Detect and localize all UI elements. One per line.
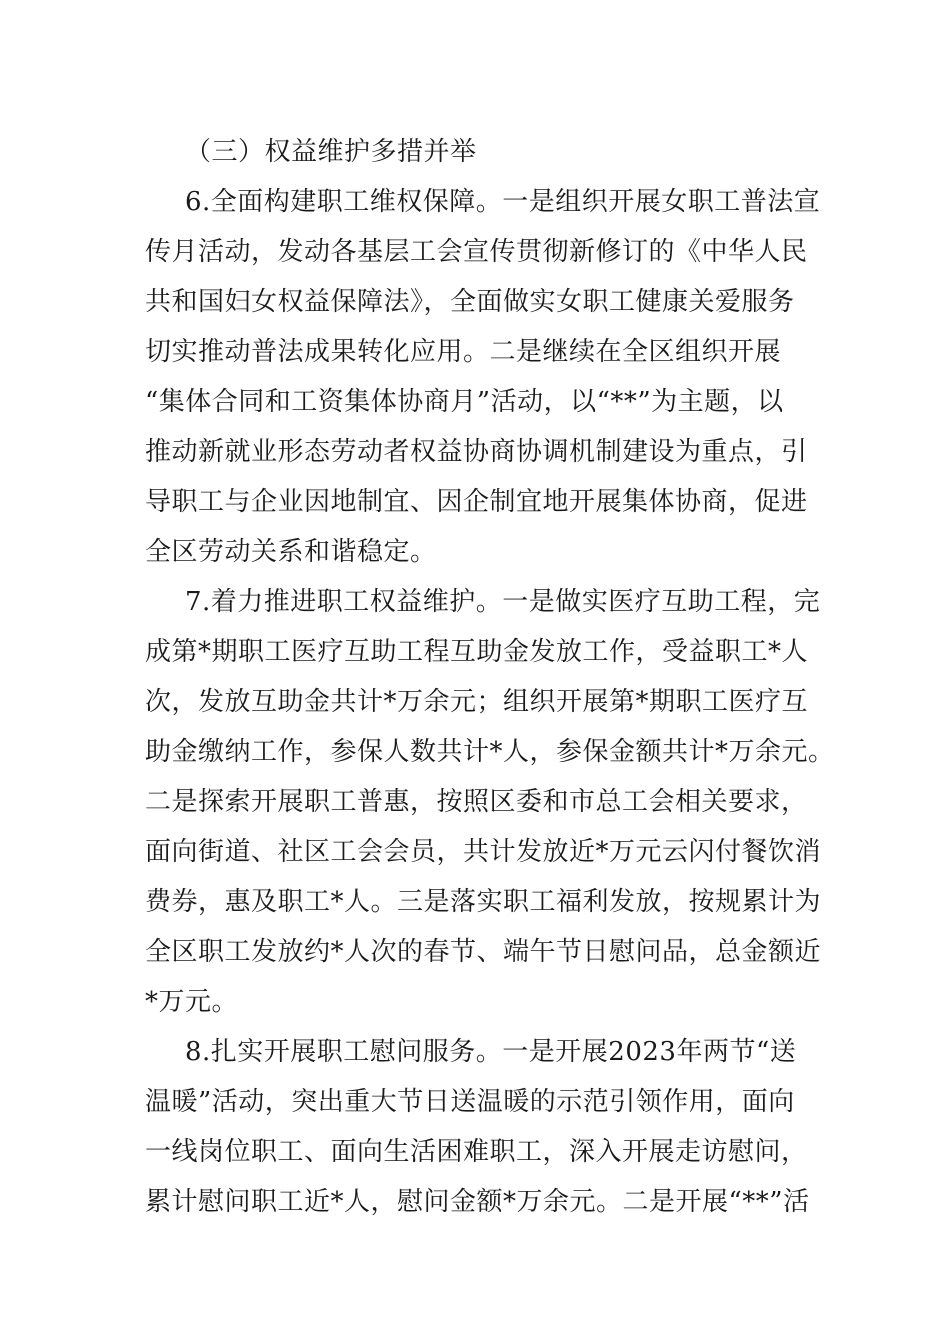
paragraph-8-line: 一线岗位职工、面向生活困难职工，深入开展走访慰问， <box>145 1137 808 1167</box>
paragraph-6-line: “集体合同和工资集体协商月”活动，以“**”为主题，以 <box>145 387 784 417</box>
paragraph-7-line: 助金缴纳工作，参保人数共计*人，参保金额共计*万余元。 <box>145 737 835 767</box>
paragraph-6-line: 推动新就业形态劳动者权益协商协调机制建设为重点，引 <box>145 437 808 467</box>
paragraph-6-line: 导职工与企业因地制宜、因企制宜地开展集体协商，促进 <box>145 487 808 517</box>
paragraph-7-line: 全区职工发放约*人次的春节、端午节日慰问品，总金额近 <box>145 937 822 967</box>
paragraph-7-line: 7.着力推进职工权益维护。一是做实医疗互助工程，完 <box>185 587 821 617</box>
paragraph-7-line: 次，发放互助金共计*万余元；组织开展第*期职工医疗互 <box>145 687 809 717</box>
paragraph-6-line: 传月活动，发动各基层工会宣传贯彻新修订的《中华人民 <box>145 237 808 267</box>
paragraph-7-line: 成第*期职工医疗互助工程互助金发放工作，受益职工*人 <box>145 637 809 667</box>
paragraph-7-line: 面向街道、社区工会会员，共计发放近*万元云闪付餐饮消 <box>145 837 822 867</box>
paragraph-8-line: 8.扎实开展职工慰问服务。一是开展2023年两节“送 <box>185 1037 797 1067</box>
paragraph-6-line: 切实推动普法成果转化应用。二是继续在全区组织开展 <box>145 337 782 367</box>
paragraph-6-line: 6.全面构建职工维权保障。一是组织开展女职工普法宣 <box>185 187 821 217</box>
section-heading: （三）权益维护多措并举 <box>185 137 477 167</box>
paragraph-7-line: 二是探索开展职工普惠，按照区委和市总工会相关要求， <box>145 787 808 817</box>
paragraph-7-line: *万元。 <box>145 987 239 1017</box>
paragraph-7-line: 费券，惠及职工*人。三是落实职工福利发放，按规累计为 <box>145 887 822 917</box>
paragraph-8-line: 累计慰问职工近*人，慰问金额*万余元。二是开展“**”活 <box>145 1187 810 1217</box>
paragraph-6-line: 全区劳动关系和谐稳定。 <box>145 537 437 567</box>
paragraph-6-line: 共和国妇女权益保障法》，全面做实女职工健康关爱服务 <box>145 287 795 317</box>
paragraph-8-line: 温暖”活动，突出重大节日送温暖的示范引领作用，面向 <box>145 1087 795 1117</box>
